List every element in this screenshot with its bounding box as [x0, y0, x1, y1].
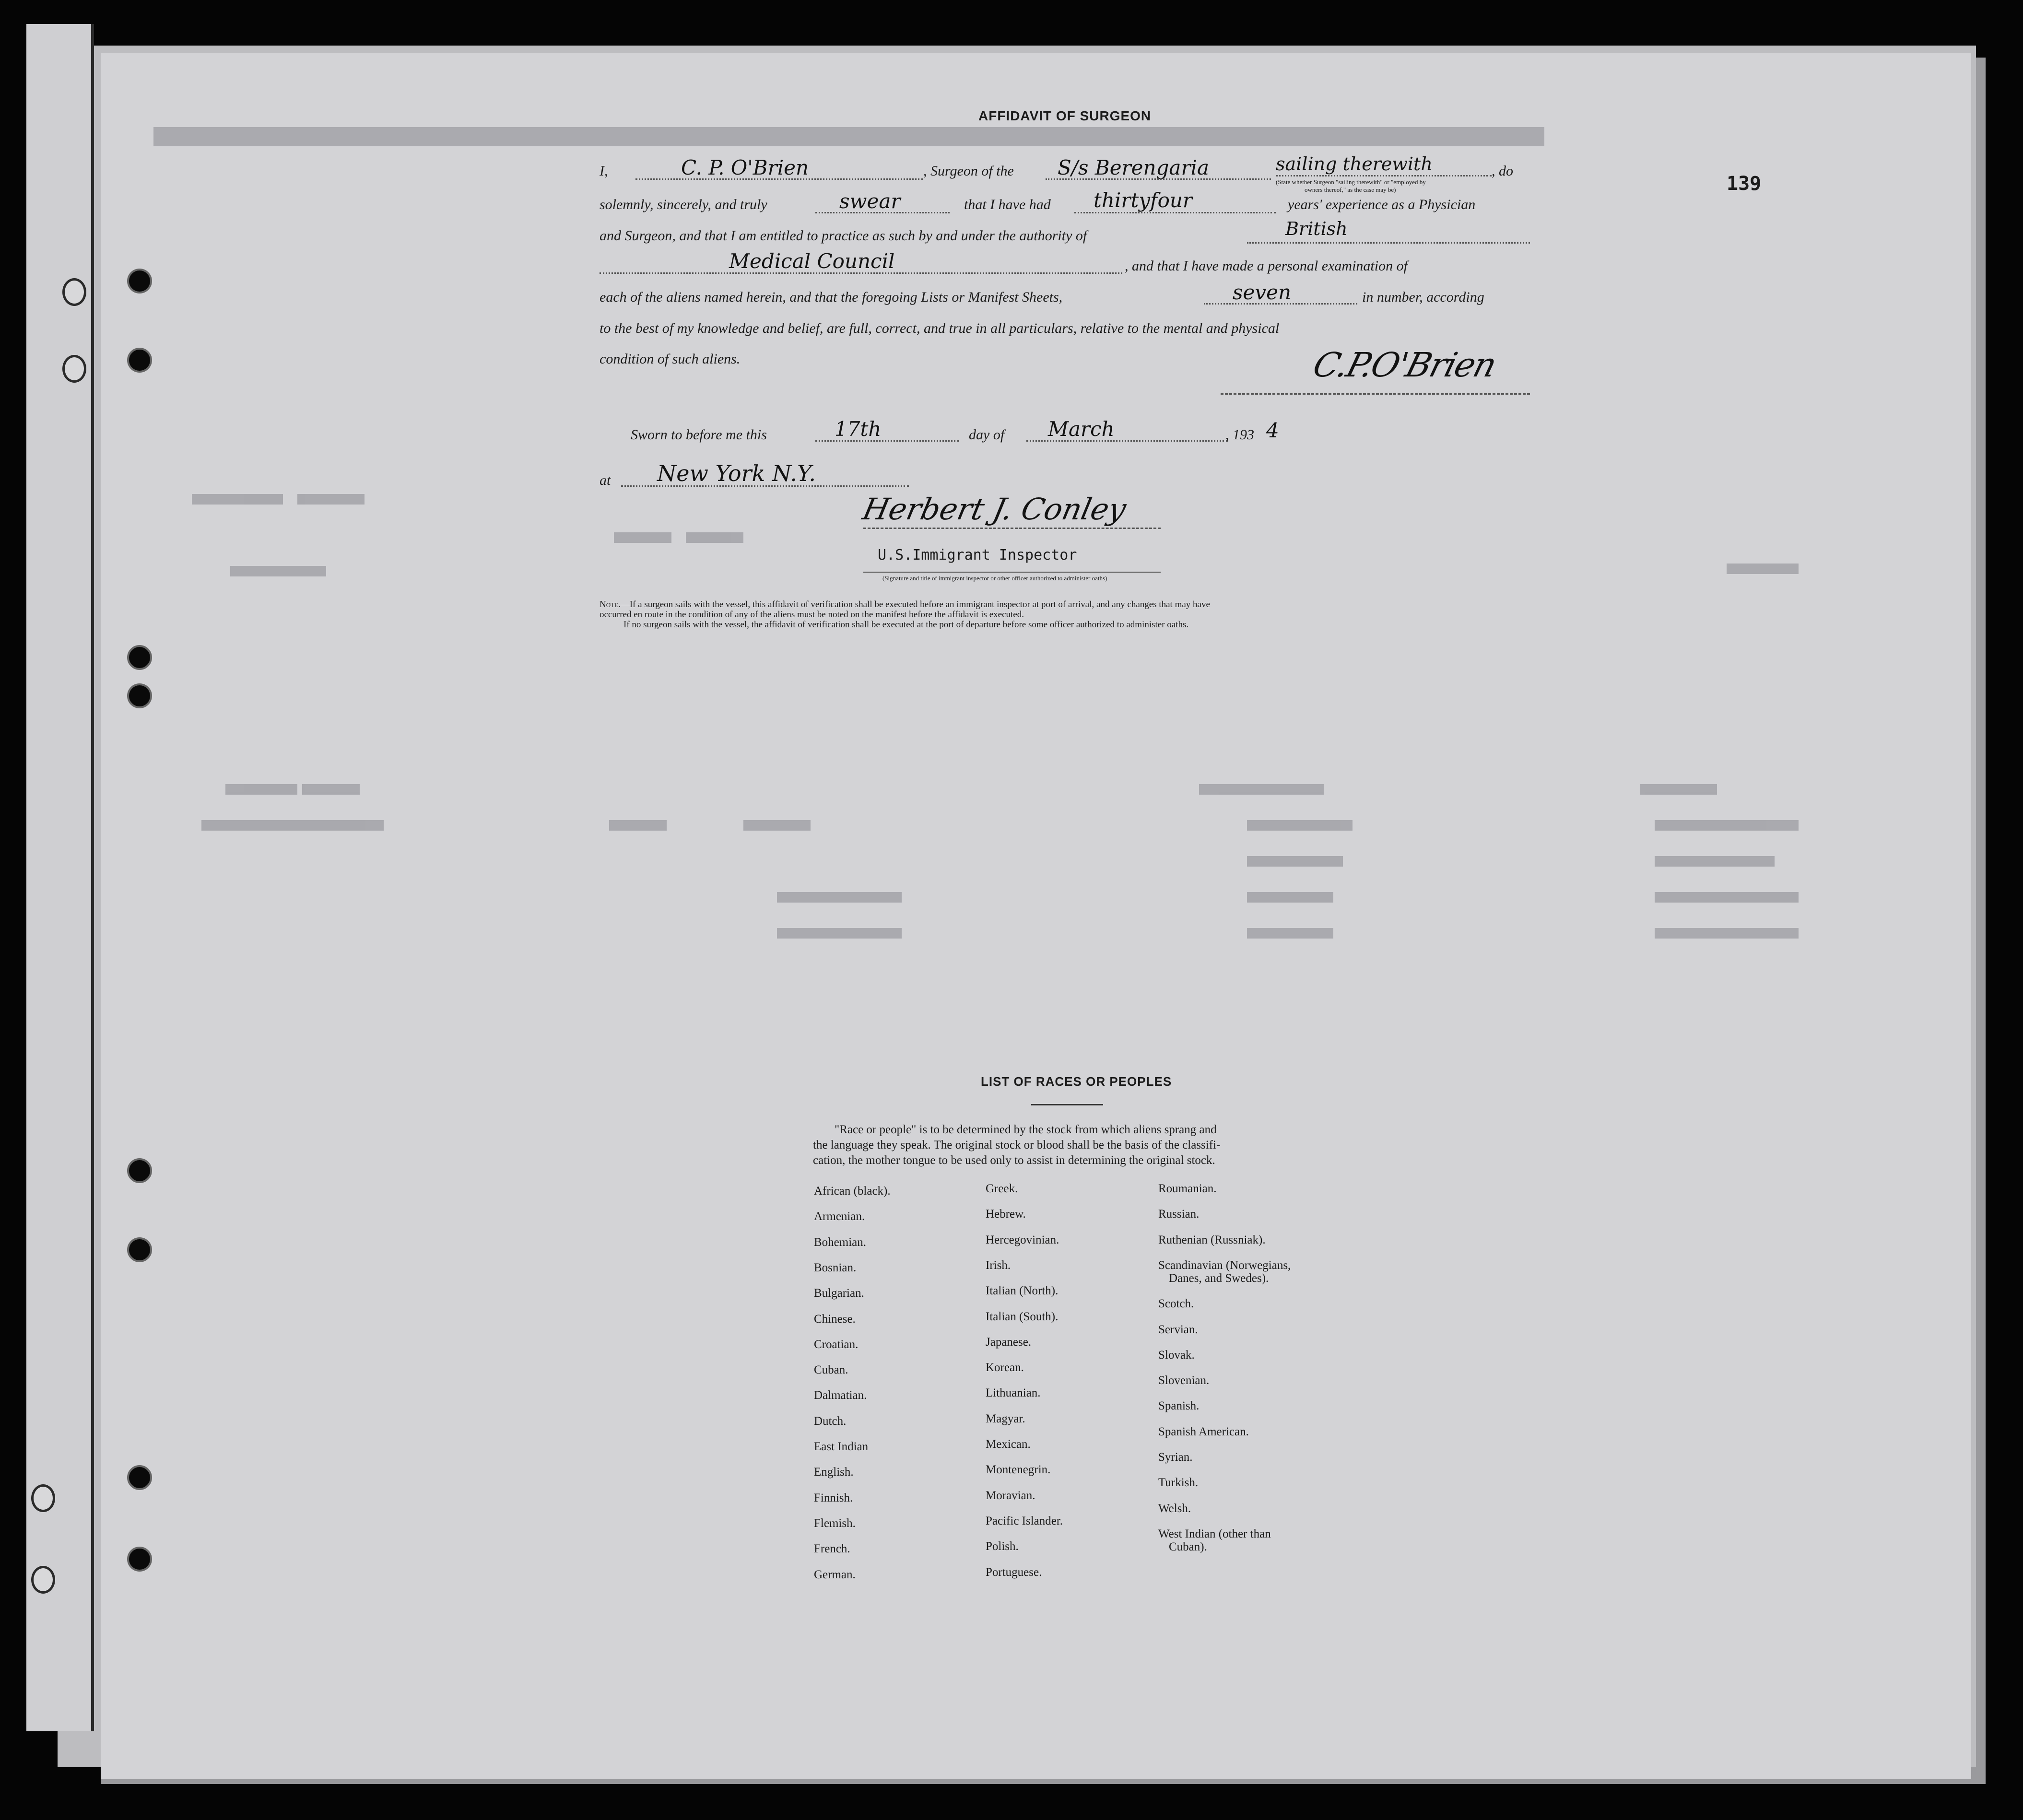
- race-item: French.: [814, 1542, 850, 1556]
- races-intro: the language they speak. The original stock or blood shall be the basis of the classifi-: [813, 1139, 1221, 1151]
- race-item: Bulgarian.: [814, 1287, 864, 1300]
- note-line-2: occurred en route in the condition of any of the aliens must be noted on the manifest before the affidavit is executed.: [600, 610, 1024, 620]
- sailing-status-line: [1276, 175, 1492, 176]
- race-item: Cuban).: [1169, 1540, 1207, 1553]
- race-item: Turkish.: [1158, 1476, 1199, 1490]
- race-item: Croatian.: [814, 1338, 859, 1351]
- inspector-title: U.S.Immigrant Inspector: [878, 547, 1077, 564]
- races-intro: "Race or people" is to be determined by the stock from which aliens sprang and: [835, 1123, 1217, 1136]
- surgeon-signature: C.P.O'Brien: [1309, 345, 1500, 385]
- affidavit-title: AFFIDAVIT OF SURGEON: [978, 108, 1152, 123]
- years-text: years' experience as a Physician: [1288, 197, 1476, 212]
- sheets-count: seven: [1233, 281, 1292, 304]
- inspector-caption: (Signature and title of immigrant inspector or other officer authorized to administer oaths): [882, 575, 1107, 582]
- race-item: Spanish.: [1158, 1399, 1200, 1413]
- years-experience-line: [1074, 212, 1276, 213]
- race-item: Flemish.: [814, 1516, 856, 1530]
- race-item: Mexican.: [986, 1438, 1031, 1451]
- sheets-count-line: [1204, 303, 1357, 305]
- race-item: Italian (South).: [986, 1310, 1059, 1323]
- race-item: English.: [814, 1466, 854, 1479]
- sworn-year: , 193: [1225, 427, 1254, 443]
- affidavit-i: I,: [600, 163, 608, 179]
- sworn-month: March: [1048, 417, 1115, 441]
- authority-council: Medical Council: [729, 249, 895, 273]
- race-item: Servian.: [1158, 1323, 1198, 1336]
- race-item: Syrian.: [1158, 1451, 1193, 1464]
- race-item: Chinese.: [814, 1312, 856, 1326]
- race-item: German.: [814, 1568, 856, 1581]
- authority-council-line: [600, 272, 1122, 274]
- surgeon-signature-line: [1221, 393, 1530, 395]
- page-number: 139: [1727, 173, 1762, 195]
- race-item: Japanese.: [986, 1335, 1032, 1349]
- have-had-text: that I have had: [964, 197, 1051, 212]
- race-item: Slovak.: [1158, 1348, 1195, 1362]
- inspector-signature: Herbert J. Conley: [859, 492, 1129, 527]
- do-text: , do: [1492, 163, 1513, 179]
- race-item: Slovenian.: [1158, 1374, 1210, 1387]
- race-item: West Indian (other than: [1158, 1527, 1271, 1540]
- note-line-1: —If a surgeon sails with the vessel, this affidavit of verification shall be executed before an immigrant inspector at port of arrival, and any changes that may have: [620, 599, 1210, 610]
- sworn-day-line: [815, 440, 959, 442]
- race-item: Scandinavian (Norwegians,: [1158, 1258, 1291, 1272]
- race-item: Armenian.: [814, 1210, 865, 1223]
- race-item: Scotch.: [1158, 1297, 1194, 1311]
- race-item: Montenegrin.: [986, 1463, 1051, 1477]
- day-of-text: day of: [969, 427, 1005, 443]
- sailing-note: owners thereof," as the case may be): [1305, 186, 1396, 193]
- race-item: Dalmatian.: [814, 1389, 867, 1402]
- race-item: Greek.: [986, 1182, 1018, 1195]
- race-item: Bosnian.: [814, 1261, 857, 1274]
- race-item: Spanish American.: [1158, 1425, 1249, 1438]
- race-item: Lithuanian.: [986, 1386, 1041, 1400]
- sworn-place-line: [621, 485, 909, 487]
- ship-name: S/s Berengaria: [1058, 156, 1210, 179]
- sailing-note: (State whether Surgeon "sailing therewith" or "employed by: [1276, 178, 1426, 186]
- race-item: Moravian.: [986, 1489, 1035, 1502]
- oath-word: swear: [839, 189, 901, 213]
- examination-text: , and that I have made a personal examination of: [1125, 258, 1408, 274]
- races-intro: cation, the mother tongue to be used only to assist in determining the original stock.: [813, 1154, 1215, 1167]
- race-item: Russian.: [1158, 1208, 1200, 1221]
- sworn-year-digit: 4: [1266, 419, 1279, 442]
- race-item: Magyar.: [986, 1412, 1025, 1425]
- sworn-text: Sworn to before me this: [631, 427, 767, 443]
- race-item: Polish.: [986, 1540, 1019, 1553]
- race-item: Roumanian.: [1158, 1182, 1217, 1195]
- affidavit-note: [600, 599, 1210, 610]
- surgeon-name-line: [635, 178, 923, 180]
- sworn-month-line: [1026, 440, 1228, 442]
- belief-text: to the best of my knowledge and belief, are full, correct, and true in all particulars, relative to the mental and physical: [600, 320, 1280, 336]
- sworn-day: 17th: [835, 417, 882, 441]
- race-item: Danes, and Swedes).: [1169, 1271, 1269, 1285]
- race-item: Irish.: [986, 1258, 1011, 1272]
- note-line-3: If no surgeon sails with the vessel, the affidavit of verification shall be executed at the port of departure before some officer authorized to administer oaths.: [623, 620, 1189, 630]
- at-text: at: [600, 472, 611, 488]
- authority-name: British: [1285, 218, 1348, 239]
- note-lead: Note.: [600, 599, 621, 610]
- race-item: East Indian: [814, 1440, 869, 1453]
- race-item: Finnish.: [814, 1491, 853, 1504]
- surgeon-of-text: , Surgeon of the: [923, 163, 1014, 179]
- race-item: African (black).: [814, 1185, 891, 1198]
- race-item: Bohemian.: [814, 1235, 867, 1249]
- race-item: Portuguese.: [986, 1565, 1042, 1579]
- sworn-place: New York N.Y.: [657, 460, 816, 486]
- race-item: Dutch.: [814, 1414, 847, 1428]
- oath-word-line: [815, 212, 950, 213]
- surgeon-name: C. P. O'Brien: [681, 156, 809, 179]
- race-item: Hercegovinian.: [986, 1233, 1059, 1246]
- authority-line: [1247, 242, 1530, 244]
- race-item: Welsh.: [1158, 1502, 1191, 1515]
- race-item: Hebrew.: [986, 1208, 1026, 1221]
- ship-name-line: [1046, 178, 1271, 180]
- authority-text: and Surgeon, and that I am entitled to practice as such by and under the authority of: [600, 228, 1087, 244]
- race-item: Ruthenian (Russniak).: [1158, 1233, 1266, 1246]
- sailing-status: sailing therewith: [1276, 153, 1433, 175]
- inspector-signature-line: [863, 528, 1161, 529]
- inspector-title-line: [863, 572, 1161, 573]
- years-experience: thirtyfour: [1094, 188, 1193, 212]
- condition-text: condition of such aliens.: [600, 351, 741, 367]
- manifest-text: each of the aliens named herein, and that the foregoing Lists or Manifest Sheets,: [600, 289, 1063, 305]
- race-item: Cuban.: [814, 1363, 848, 1377]
- race-item: Pacific Islander.: [986, 1514, 1063, 1527]
- race-item: Italian (North).: [986, 1284, 1059, 1298]
- solemnly-text: solemnly, sincerely, and truly: [600, 197, 767, 212]
- number-text: in number, according: [1362, 289, 1484, 305]
- races-title-rule: [1031, 1104, 1103, 1105]
- race-item: Korean.: [986, 1361, 1024, 1374]
- races-title: LIST OF RACES OR PEOPLES: [981, 1074, 1172, 1089]
